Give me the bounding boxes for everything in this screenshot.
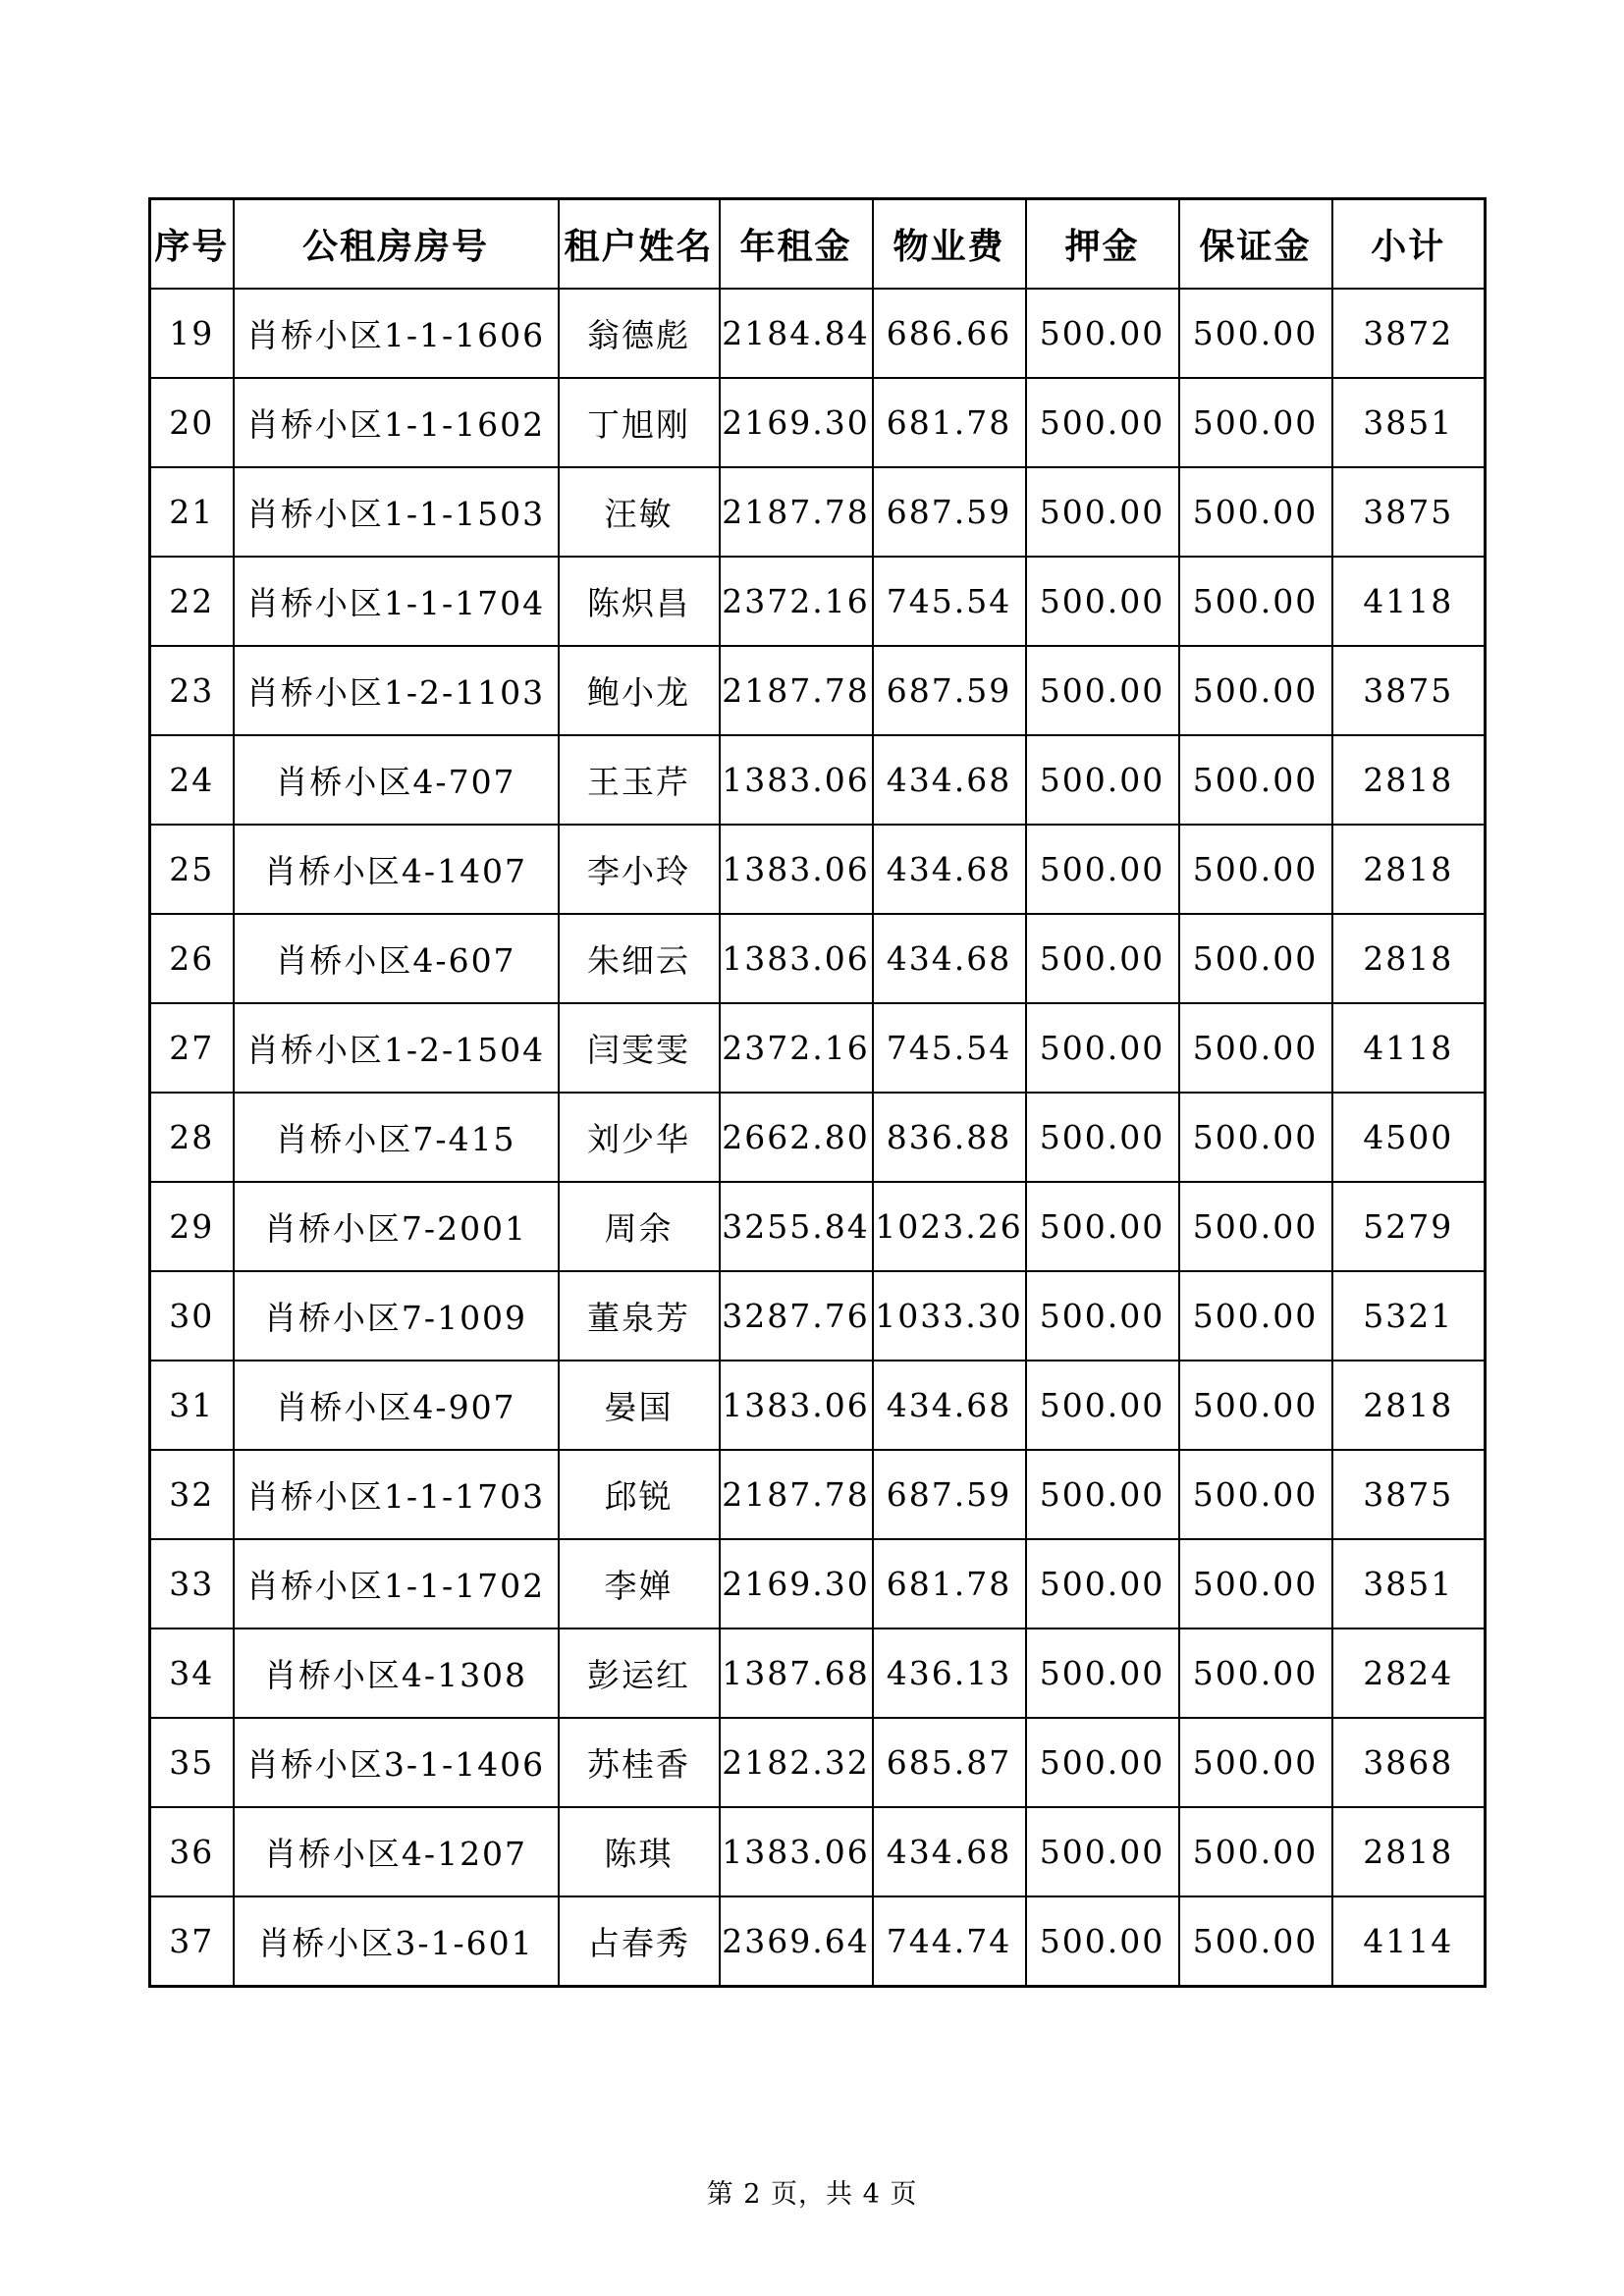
cell-room-number: 肖桥小区1-1-1503	[234, 467, 559, 557]
cell-guarantee: 500.00	[1179, 1718, 1332, 1807]
cell-deposit: 500.00	[1026, 467, 1179, 557]
cell-tenant-name: 彭运红	[559, 1629, 720, 1718]
cell-guarantee: 500.00	[1179, 1629, 1332, 1718]
cell-tenant-name: 陈炽昌	[559, 557, 720, 646]
cell-room-number: 肖桥小区1-1-1704	[234, 557, 559, 646]
cell-subtotal: 3875	[1332, 646, 1486, 735]
cell-room-number: 肖桥小区7-415	[234, 1093, 559, 1182]
cell-room-number: 肖桥小区1-1-1702	[234, 1539, 559, 1629]
cell-deposit: 500.00	[1026, 378, 1179, 467]
cell-subtotal: 3868	[1332, 1718, 1486, 1807]
header-serial: 序号	[150, 199, 234, 290]
cell-serial: 33	[150, 1539, 234, 1629]
cell-serial: 29	[150, 1182, 234, 1271]
cell-deposit: 500.00	[1026, 646, 1179, 735]
cell-subtotal: 3875	[1332, 467, 1486, 557]
cell-tenant-name: 王玉芹	[559, 735, 720, 825]
cell-guarantee: 500.00	[1179, 1896, 1332, 1987]
cell-deposit: 500.00	[1026, 289, 1179, 378]
cell-property-fee: 434.68	[873, 735, 1026, 825]
cell-tenant-name: 苏桂香	[559, 1718, 720, 1807]
header-guarantee: 保证金	[1179, 199, 1332, 290]
cell-deposit: 500.00	[1026, 1896, 1179, 1987]
cell-guarantee: 500.00	[1179, 1271, 1332, 1361]
cell-annual-rent: 3255.84	[720, 1182, 873, 1271]
cell-tenant-name: 周余	[559, 1182, 720, 1271]
cell-deposit: 500.00	[1026, 1807, 1179, 1896]
cell-annual-rent: 2372.16	[720, 557, 873, 646]
cell-annual-rent: 2169.30	[720, 378, 873, 467]
cell-property-fee: 436.13	[873, 1629, 1026, 1718]
cell-room-number: 肖桥小区1-1-1606	[234, 289, 559, 378]
table-row	[150, 1361, 1486, 1450]
cell-room-number: 肖桥小区1-1-1703	[234, 1450, 559, 1539]
cell-room-number: 肖桥小区1-2-1103	[234, 646, 559, 735]
cell-subtotal: 5321	[1332, 1271, 1486, 1361]
cell-property-fee: 687.59	[873, 467, 1026, 557]
cell-property-fee: 1033.30	[873, 1271, 1026, 1361]
table-row	[150, 1182, 1486, 1271]
cell-annual-rent: 1383.06	[720, 914, 873, 1003]
table-row	[150, 1629, 1486, 1718]
cell-annual-rent: 2182.32	[720, 1718, 873, 1807]
cell-deposit: 500.00	[1026, 1271, 1179, 1361]
cell-property-fee: 681.78	[873, 1539, 1026, 1629]
cell-property-fee: 685.87	[873, 1718, 1026, 1807]
cell-deposit: 500.00	[1026, 1003, 1179, 1093]
cell-tenant-name: 邱锐	[559, 1450, 720, 1539]
cell-property-fee: 434.68	[873, 1807, 1026, 1896]
cell-deposit: 500.00	[1026, 1718, 1179, 1807]
cell-property-fee: 434.68	[873, 825, 1026, 914]
cell-subtotal: 2824	[1332, 1629, 1486, 1718]
header-room-number: 公租房房号	[234, 199, 559, 290]
table-row	[150, 1271, 1486, 1361]
cell-subtotal: 3875	[1332, 1450, 1486, 1539]
table-row	[150, 1093, 1486, 1182]
cell-room-number: 肖桥小区7-1009	[234, 1271, 559, 1361]
cell-room-number: 肖桥小区4-607	[234, 914, 559, 1003]
cell-property-fee: 686.66	[873, 289, 1026, 378]
cell-guarantee: 500.00	[1179, 1361, 1332, 1450]
table-row	[150, 735, 1486, 825]
cell-room-number: 肖桥小区3-1-601	[234, 1896, 559, 1987]
cell-room-number: 肖桥小区4-1407	[234, 825, 559, 914]
cell-guarantee: 500.00	[1179, 914, 1332, 1003]
cell-serial: 22	[150, 557, 234, 646]
cell-serial: 31	[150, 1361, 234, 1450]
cell-serial: 36	[150, 1807, 234, 1896]
cell-deposit: 500.00	[1026, 1629, 1179, 1718]
cell-property-fee: 1023.26	[873, 1182, 1026, 1271]
cell-guarantee: 500.00	[1179, 289, 1332, 378]
cell-tenant-name: 翁德彪	[559, 289, 720, 378]
table-header	[150, 199, 1486, 290]
cell-tenant-name: 占春秀	[559, 1896, 720, 1987]
cell-room-number: 肖桥小区4-907	[234, 1361, 559, 1450]
header-deposit: 押金	[1026, 199, 1179, 290]
cell-guarantee: 500.00	[1179, 378, 1332, 467]
cell-room-number: 肖桥小区7-2001	[234, 1182, 559, 1271]
table-row	[150, 1450, 1486, 1539]
cell-guarantee: 500.00	[1179, 557, 1332, 646]
header-annual-rent: 年租金	[720, 199, 873, 290]
cell-tenant-name: 晏国	[559, 1361, 720, 1450]
cell-deposit: 500.00	[1026, 1361, 1179, 1450]
cell-tenant-name: 刘少华	[559, 1093, 720, 1182]
cell-deposit: 500.00	[1026, 825, 1179, 914]
cell-serial: 28	[150, 1093, 234, 1182]
cell-subtotal: 3851	[1332, 1539, 1486, 1629]
cell-serial: 26	[150, 914, 234, 1003]
table-row	[150, 557, 1486, 646]
table-row	[150, 1896, 1486, 1987]
cell-subtotal: 4500	[1332, 1093, 1486, 1182]
cell-annual-rent: 2372.16	[720, 1003, 873, 1093]
cell-serial: 32	[150, 1450, 234, 1539]
table-row	[150, 1003, 1486, 1093]
cell-annual-rent: 1383.06	[720, 825, 873, 914]
cell-tenant-name: 李小玲	[559, 825, 720, 914]
table-row	[150, 1807, 1486, 1896]
cell-property-fee: 745.54	[873, 557, 1026, 646]
cell-guarantee: 500.00	[1179, 467, 1332, 557]
cell-guarantee: 500.00	[1179, 1093, 1332, 1182]
cell-annual-rent: 2369.64	[720, 1896, 873, 1987]
cell-guarantee: 500.00	[1179, 646, 1332, 735]
cell-subtotal: 3872	[1332, 289, 1486, 378]
cell-deposit: 500.00	[1026, 1539, 1179, 1629]
cell-subtotal: 2818	[1332, 1807, 1486, 1896]
cell-subtotal: 4114	[1332, 1896, 1486, 1987]
cell-guarantee: 500.00	[1179, 1003, 1332, 1093]
cell-subtotal: 5279	[1332, 1182, 1486, 1271]
cell-annual-rent: 2187.78	[720, 646, 873, 735]
cell-property-fee: 836.88	[873, 1093, 1026, 1182]
header-subtotal: 小计	[1332, 199, 1486, 290]
cell-serial: 25	[150, 825, 234, 914]
cell-annual-rent: 3287.76	[720, 1271, 873, 1361]
table-row	[150, 825, 1486, 914]
cell-annual-rent: 1383.06	[720, 1361, 873, 1450]
cell-tenant-name: 李婵	[559, 1539, 720, 1629]
cell-guarantee: 500.00	[1179, 1807, 1332, 1896]
cell-deposit: 500.00	[1026, 1450, 1179, 1539]
cell-annual-rent: 2184.84	[720, 289, 873, 378]
page-number: 第 2 页，共 4 页	[706, 2179, 918, 2210]
cell-tenant-name: 董泉芳	[559, 1271, 720, 1361]
cell-serial: 24	[150, 735, 234, 825]
cell-property-fee: 687.59	[873, 1450, 1026, 1539]
cell-serial: 21	[150, 467, 234, 557]
cell-serial: 19	[150, 289, 234, 378]
cell-serial: 35	[150, 1718, 234, 1807]
cell-room-number: 肖桥小区4-707	[234, 735, 559, 825]
cell-property-fee: 681.78	[873, 378, 1026, 467]
cell-property-fee: 434.68	[873, 914, 1026, 1003]
cell-serial: 34	[150, 1629, 234, 1718]
table-row	[150, 646, 1486, 735]
header-row	[150, 199, 1486, 290]
cell-property-fee: 744.74	[873, 1896, 1026, 1987]
cell-guarantee: 500.00	[1179, 1182, 1332, 1271]
cell-tenant-name: 鲍小龙	[559, 646, 720, 735]
cell-room-number: 肖桥小区4-1207	[234, 1807, 559, 1896]
cell-room-number: 肖桥小区1-2-1504	[234, 1003, 559, 1093]
table-row	[150, 467, 1486, 557]
cell-annual-rent: 1383.06	[720, 1807, 873, 1896]
cell-guarantee: 500.00	[1179, 1539, 1332, 1629]
cell-serial: 30	[150, 1271, 234, 1361]
cell-deposit: 500.00	[1026, 735, 1179, 825]
cell-room-number: 肖桥小区4-1308	[234, 1629, 559, 1718]
table-row	[150, 289, 1486, 378]
cell-deposit: 500.00	[1026, 1093, 1179, 1182]
cell-guarantee: 500.00	[1179, 825, 1332, 914]
cell-guarantee: 500.00	[1179, 735, 1332, 825]
cell-subtotal: 2818	[1332, 1361, 1486, 1450]
cell-deposit: 500.00	[1026, 1182, 1179, 1271]
cell-room-number: 肖桥小区3-1-1406	[234, 1718, 559, 1807]
cell-serial: 20	[150, 378, 234, 467]
cell-tenant-name: 陈琪	[559, 1807, 720, 1896]
cell-subtotal: 2818	[1332, 825, 1486, 914]
table-row	[150, 1718, 1486, 1807]
header-property-fee: 物业费	[873, 199, 1026, 290]
cell-subtotal: 4118	[1332, 1003, 1486, 1093]
cell-annual-rent: 1387.68	[720, 1629, 873, 1718]
cell-guarantee: 500.00	[1179, 1450, 1332, 1539]
cell-tenant-name: 朱细云	[559, 914, 720, 1003]
cell-deposit: 500.00	[1026, 557, 1179, 646]
cell-annual-rent: 1383.06	[720, 735, 873, 825]
cell-annual-rent: 2662.80	[720, 1093, 873, 1182]
cell-subtotal: 3851	[1332, 378, 1486, 467]
cell-annual-rent: 2187.78	[720, 467, 873, 557]
table-row	[150, 1539, 1486, 1629]
cell-property-fee: 434.68	[873, 1361, 1026, 1450]
rent-table	[148, 197, 1487, 1988]
cell-tenant-name: 闫雯雯	[559, 1003, 720, 1093]
cell-annual-rent: 2169.30	[720, 1539, 873, 1629]
cell-subtotal: 2818	[1332, 735, 1486, 825]
table-body	[150, 289, 1486, 1987]
table-row	[150, 914, 1486, 1003]
cell-property-fee: 687.59	[873, 646, 1026, 735]
cell-property-fee: 745.54	[873, 1003, 1026, 1093]
cell-serial: 23	[150, 646, 234, 735]
cell-serial: 27	[150, 1003, 234, 1093]
cell-subtotal: 2818	[1332, 914, 1486, 1003]
header-tenant-name: 租户姓名	[559, 199, 720, 290]
cell-annual-rent: 2187.78	[720, 1450, 873, 1539]
cell-tenant-name: 丁旭刚	[559, 378, 720, 467]
table-row	[150, 378, 1486, 467]
cell-subtotal: 4118	[1332, 557, 1486, 646]
cell-deposit: 500.00	[1026, 914, 1179, 1003]
cell-room-number: 肖桥小区1-1-1602	[234, 378, 559, 467]
cell-serial: 37	[150, 1896, 234, 1987]
cell-tenant-name: 汪敏	[559, 467, 720, 557]
